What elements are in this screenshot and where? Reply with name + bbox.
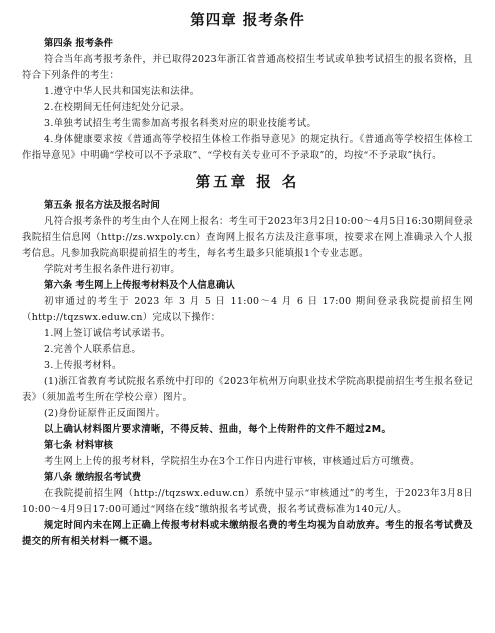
condition-item-3: 3.单独考试招生考生需参加高考报名科类对应的职业技能考试。 — [44, 118, 317, 129]
upload-material-2: (2)身份证原件正反面图片。 — [44, 408, 166, 419]
article-6-intro: 初审通过的考生于 2023 年 3 月 5 日 11:00～4 月 6 日 17:00 期间登录我院提前招生网（http://tqzswx.eduw.cn）完成以下操作： — [22, 296, 473, 323]
condition-item-4: 4.身体健康要求按《普通高等学校招生体检工作指导意见》的规定执行。《普通高等学校招生体检工作指导意见》中明确“学校可以不予录取”、“学校有关专业可不予录取”的，均按“不予录取”执行。 — [22, 134, 473, 161]
article-8-bold-note: 规定时间内未在网上正确上传报考材料或未缴纳报名费的考生均视为自动放弃。考生的报名考试费及提交的所有相关材料一概不退。 — [22, 520, 473, 547]
article-7-text: 考生网上上传的报考材料，学院招生办在3个工作日内进行审核，审核通过后方可缴费。 — [44, 456, 420, 467]
upload-step-1: 1.网上签订诚信考试承诺书。 — [44, 328, 171, 339]
article-5-note: 学院对考生报名条件进行初审。 — [44, 264, 181, 275]
upload-step-3: 3.上传报考材料。 — [44, 360, 122, 371]
article-5-title: 第五条 报名方法及报名时间 — [44, 200, 160, 211]
chapter-5-title: 第五章 报 名 — [195, 175, 300, 191]
article-6-title: 第六条 考生网上上传报考材料及个人信息确认 — [44, 280, 235, 291]
upload-material-1: (1)浙江省教育考试院报名系统中打印的《2023年杭州万向职业技术学院高职提前招生考生报名登记表》（须加盖考生所在学校公章）图片。 — [22, 376, 473, 403]
chapter-4-title: 第四章 报考条件 — [190, 13, 305, 29]
upload-requirement-note: 以上确认材料图片要求清晰，不得反转、扭曲，每个上传附件的文件不超过2M。 — [44, 424, 392, 435]
upload-step-2: 2.完善个人联系信息。 — [44, 344, 142, 355]
article-4-intro: 符合当年高考报考条件，并已取得2023年浙江省普通高校招生考试或单独考试招生的报名资格，且符合下列条件的考生： — [22, 54, 473, 81]
article-5-text: 凡符合报考条件的考生由个人在网上报名：考生可于2023年3月2日10:00～4月5日16:30期间登录我院招生信息网（http://zs.wxpoly.cn）查询网上报名方法及注意事项，按要求在网上准确录入个人报考信息。凡参加我院高职提前招生的考生，每名考生最多只能填报1个专业志愿。 — [22, 216, 473, 259]
article-8-title: 第八条 缴纳报名考试费 — [44, 472, 142, 483]
article-8-text: 在我院提前招生网（http://tqzswx.eduw.cn）系统中显示“审核通过”的考生，于2023年3月8日10:00～4月9日17:00可通过“网络在线”缴纳报名考试费，报名考试费标准为140元/人。 — [22, 488, 473, 515]
article-4-title: 第四条 报考条件 — [44, 38, 113, 49]
article-7-title: 第七条 材料审核 — [44, 440, 113, 451]
condition-item-2: 2.在校期间无任何违纪处分记录。 — [44, 102, 190, 113]
condition-item-1: 1.遵守中华人民共和国宪法和法律。 — [44, 86, 200, 97]
